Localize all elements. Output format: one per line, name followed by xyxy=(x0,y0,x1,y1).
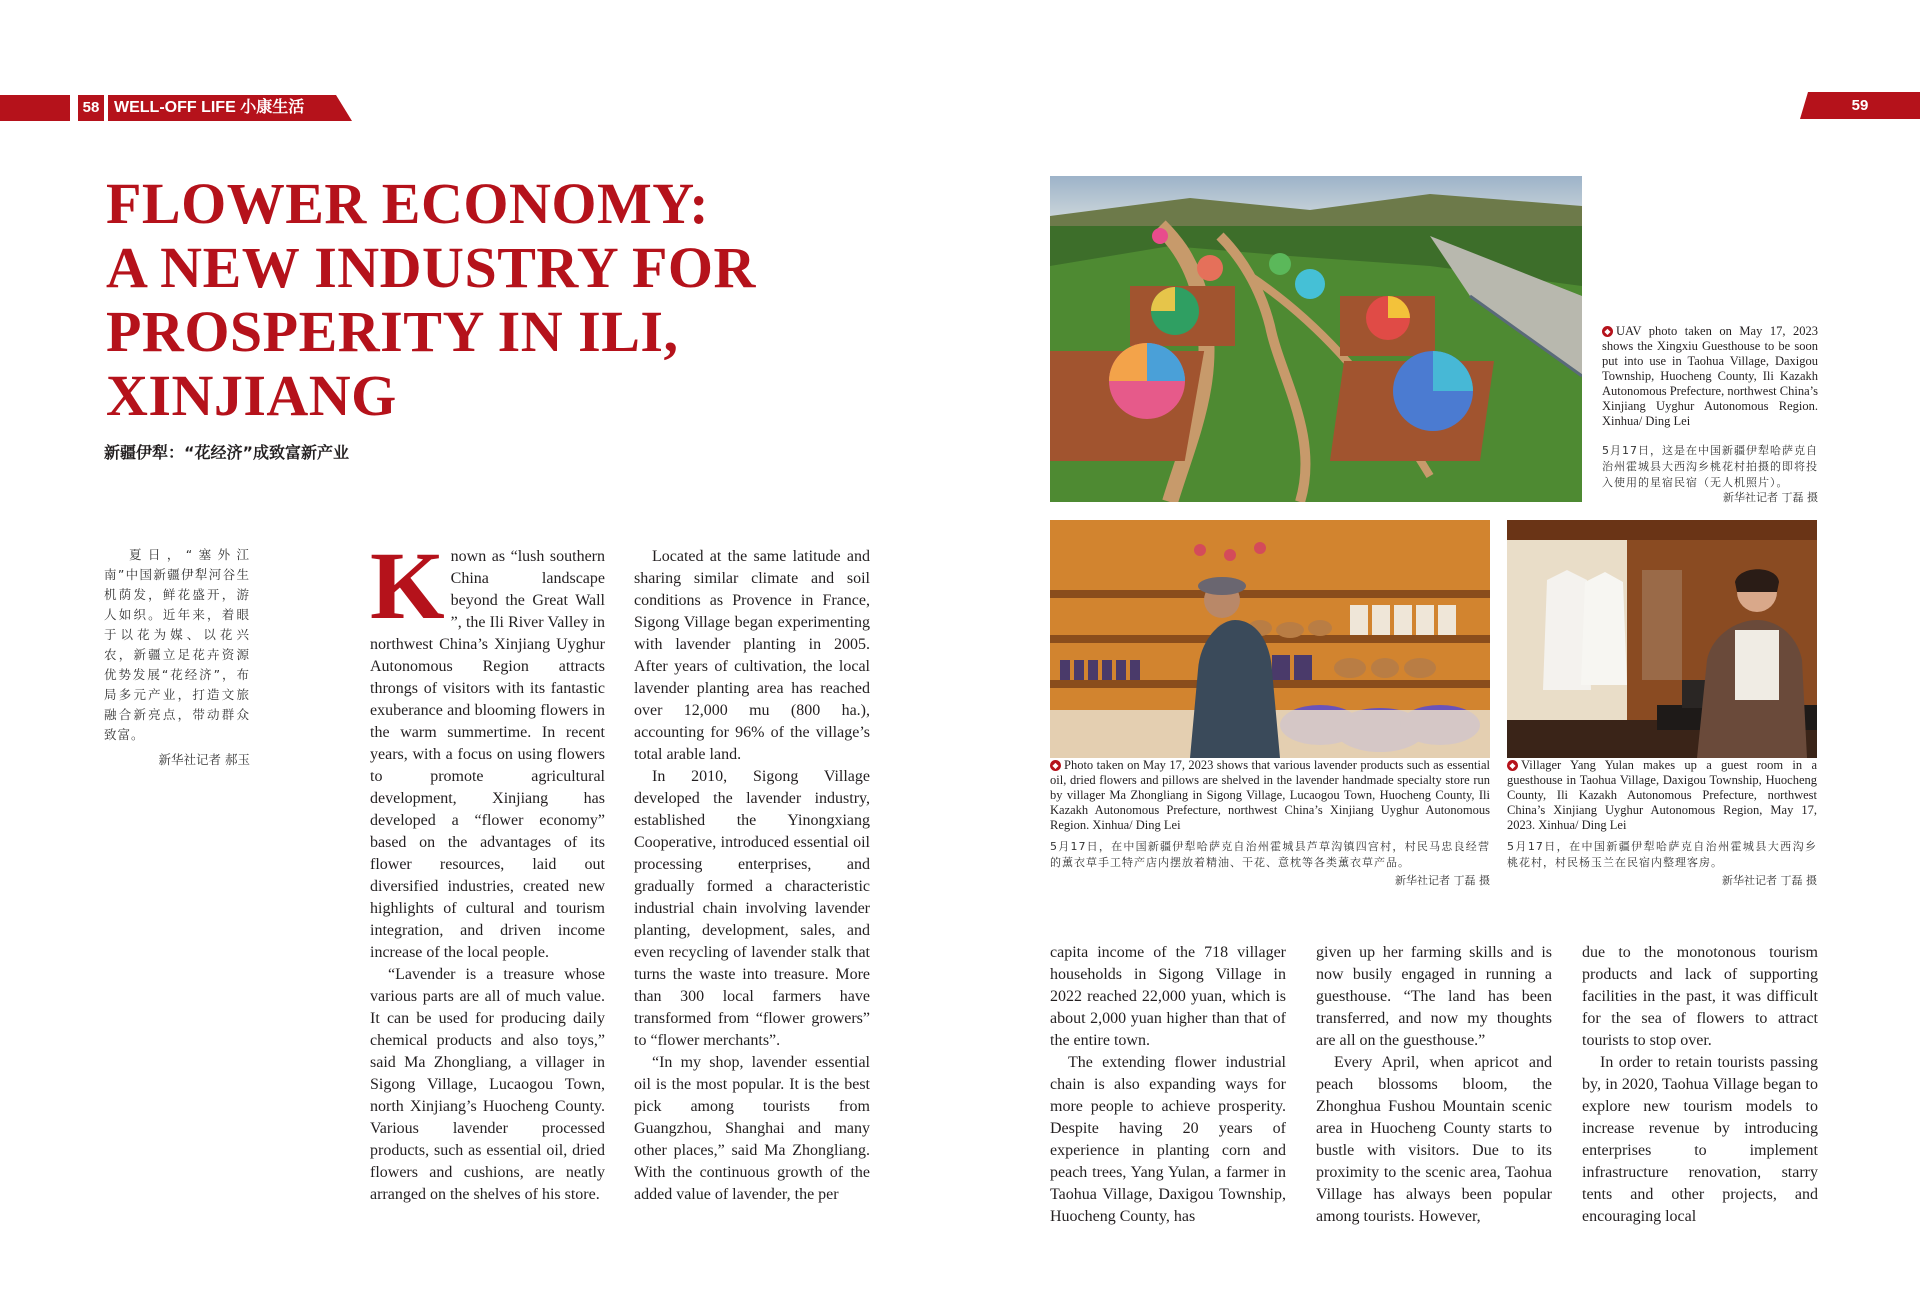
photo3-byline: 新华社记者 丁磊 摄 xyxy=(1722,874,1817,887)
body-paragraph: “In my shop, lavender essential oil is the most popular. It is the best pick among tourists from Guangzhou, Shanghai and many other places,” said Ma Zhongliang. With the continuous growth of the added value of lavender, the per xyxy=(634,1054,870,1203)
article-title xyxy=(106,171,756,428)
caption-marker-icon: ◆ xyxy=(1050,760,1061,771)
body-paragraph: Located at the same latitude and sharing similar climate and soil conditions as Provence in France, Sigong Village began experimenting with lavender planting in 2005. After years of cultivation, the local lavender planting area has reached over 12,000 mu (800 ha.), accounting for 96% of the village’s total arable land. xyxy=(634,548,870,763)
photo-guest-room xyxy=(1507,520,1817,758)
photo2-caption-en: ◆ Photo taken on May 17, 2023 shows that various lavender products such as essential oil, dried flowers and pillows are shelved in the lavender handmade specialty store run by villager Ma Zhongliang in Sigong Village, Lucaogou Town, Huocheng County, Ili Kazakh Autonomous Prefecture, northwest China’s Xinjiang Uyghur Autonomous Region. Xinhua/ Ding Lei xyxy=(1050,758,1490,832)
body-column-5 xyxy=(1582,942,1818,1228)
body-column-4 xyxy=(1316,942,1552,1228)
body-paragraph: “Lavender is a treasure whose various parts are all of much value. It can be used for producing daily chemical products and also toys,” said Ma Zhongliang, a villager in Sigong Village, Lucaogou Town, north Xinjiang’s Huocheng County. Various lavender processed products, such as essential oil, dried flowers and cushions, are neatly arranged on the shelves of his store. xyxy=(370,966,605,1203)
body-paragraph: In 2010, Sigong Village developed the lavender industry, established the Yinongxiang Cooperative, introduced essential oil processing enterprises, and gradually formed a characteristic industrial chain involving lavender planting, development, sales, and even recycling of lavender stalk that turns the waste into treasure. More than 300 local farmers have transformed from “flower growers” to “flower merchants”. xyxy=(634,768,870,1049)
photo1-caption-en: ◆ UAV photo taken on May 17, 2023 shows the Xingxiu Guesthouse to be soon put into use in Taohua Village, Daxigou Township, Huocheng County, Ili Kazakh Autonomous Prefecture, northwest China’s Xinjiang Uyghur Autonomous Region. Xinhua/ Ding Lei xyxy=(1602,324,1818,428)
shop-photo-illustration xyxy=(1050,520,1490,758)
body-column-2 xyxy=(634,546,870,1206)
guestroom-photo-illustration xyxy=(1507,520,1817,758)
right-page-header xyxy=(1800,92,1920,119)
caption-marker-icon: ◆ xyxy=(1602,326,1613,337)
body-paragraph: Every April, when apricot and peach blossoms bloom, the Zhonghua Fushou Mountain scenic area in Huocheng County starts to bustle with visitors. Due to its proximity to the scenic area, Taohua Village has always been popular among tourists. However, xyxy=(1316,1054,1552,1225)
photo3-caption-zh: 5月17日，在中国新疆伊犁哈萨克自治州霍城县大西沟乡桃花村，村民杨玉兰在民宿内整理客房。 xyxy=(1507,840,1817,869)
drop-cap: K xyxy=(370,532,445,639)
body-paragraph: In order to retain tourists passing by, in 2020, Taohua Village began to explore new tourism models to increase revenue by introducing enterprises to implement infrastructure renovation, starry tents and other projects, and encouraging local xyxy=(1582,1054,1818,1225)
section-label: WELL-OFF LIFE 小康生活 xyxy=(114,99,305,116)
body-paragraph: The extending flower industrial chain is also expanding ways for more people to achieve prosperity. Despite having 20 years of experience in planting corn and peach trees, Yang Yulan, a farmer in Taohua Village, Daxigou Township, Huocheng County, has xyxy=(1050,1054,1286,1225)
abstract-zh: 夏日，“塞外江南”中国新疆伊犁河谷生机荫发，鲜花盛开，游人如织。近年来，着眼于以花为媒、以花兴农，新疆立足花卉资源优势发展“花经济”，布局多元产业，打造文旅融合新亮点，带动群众致富。 xyxy=(104,547,250,742)
photo2-caption-zh: 5月17日，在中国新疆伊犁哈萨克自治州霍城县芦草沟镇四宫村，村民马忠良经营的薰衣草手工特产店内摆放着精油、干花、意枕等各类薰衣草产品。 xyxy=(1050,840,1490,869)
section-header xyxy=(0,95,352,121)
photo2-byline: 新华社记者 丁磊 摄 xyxy=(1395,874,1490,887)
photo1-caption-zh: 5月17日，这是在中国新疆伊犁哈萨克自治州霍城县大西沟乡桃花村拍摄的即将投入使用的星宿民宿（无人机照片）。 xyxy=(1602,444,1818,489)
title-line: XINJIANG xyxy=(106,363,397,428)
title-line: FLOWER ECONOMY: xyxy=(106,171,710,236)
body-paragraph: capita income of the 718 villager households in Sigong Village in 2022 reached 22,000 yuan, which is about 2,000 yuan higher than that of the entire town. xyxy=(1050,944,1286,1049)
photo3-caption-en: ◆ Villager Yang Yulan makes up a guest room in a guesthouse in Taohua Village, Daxigou Township, Huocheng County, Ili Kazakh Autonomous Prefecture, northwest China’s Xinjiang Uyghur Autonomous Region, May 17, 2023. Xinhua/ Ding Lei xyxy=(1507,758,1817,832)
page-number-right: 59 xyxy=(1851,97,1869,114)
title-line: A NEW INDUSTRY FOR xyxy=(106,235,756,300)
body-column-1 xyxy=(370,532,605,1206)
photo-lavender-shop xyxy=(1050,520,1490,758)
caption-marker-icon: ◆ xyxy=(1507,760,1518,771)
page-number-left: 58 xyxy=(82,99,100,116)
aerial-photo-illustration xyxy=(1050,176,1582,502)
body-paragraph: given up her farming skills and is now busily engaged in running a guesthouse. “The land has been transferred, and now my thoughts are all on the guesthouse.” xyxy=(1316,944,1552,1049)
body-column-3 xyxy=(1050,942,1286,1228)
body-paragraph: Known as “lush southern China landscape beyond the Great Wall ”, the Ili River Valley in northwest China’s Xinjiang Uyghur Autonomous Region attracts throngs of visitors with its fantastic exuberance and blooming flowers in the warm summertime. In recent years, with a focus on using flowers to promote agricultural development, Xinjiang has developed a “flower economy” based on the advantages of its flower resources, laid out diversified industries, created new highlights of cultural and tourism integration, and driven income increase of the local people. xyxy=(370,532,605,961)
abstract-byline: 新华社记者 郝玉 xyxy=(158,752,250,767)
article-subtitle-zh: 新疆伊犁：“花经济”成致富新产业 xyxy=(104,443,350,462)
photo-dome-guesthouses xyxy=(1050,176,1582,502)
body-paragraph: due to the monotonous tourism products and lack of supporting facilities in the past, it was difficult for the sea of flowers to attract tourists to stop over. xyxy=(1582,944,1818,1049)
photo1-byline: 新华社记者 丁磊 摄 xyxy=(1723,491,1818,504)
title-line: PROSPERITY IN ILI, xyxy=(106,299,679,364)
